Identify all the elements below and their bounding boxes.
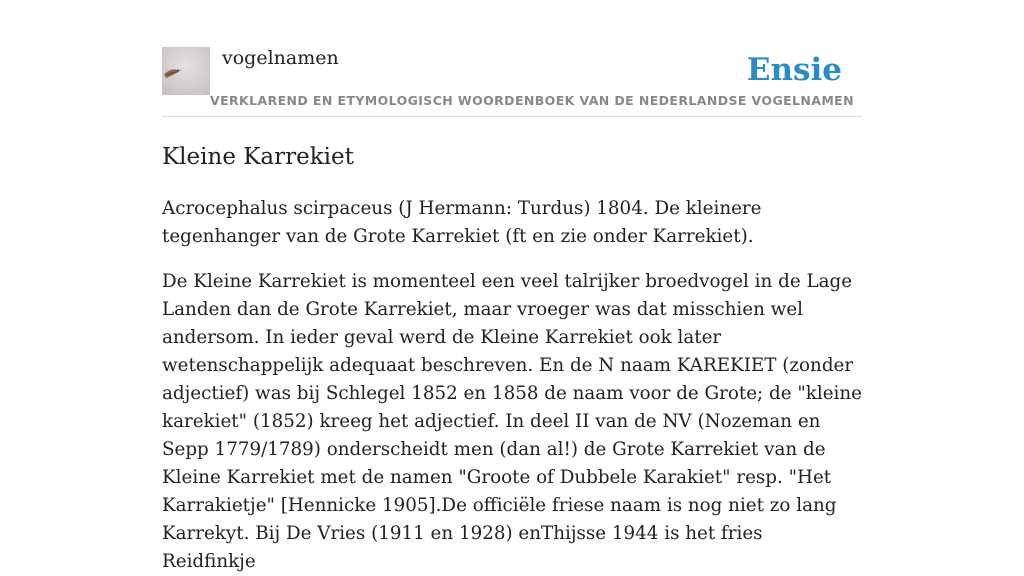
ensie-logo[interactable]: Ensie — [746, 52, 842, 88]
entry-paragraph: De Kleine Karrekiet is momenteel een veel talrijker broedvogel in de Lage Landen dan de Grote Karrekiet, maar vroeger was dat misschien wel andersom. In ieder geval werd de Kleine Karrekiet ook later wetenschappelijk adequaat beschreven. En de N naam KAREKIET (zonder adjectief) was bij Schlegel 1852 en 1858 de naam voor de Grote; de "kleine karekiet" (1852) kreeg het adjectief. In deel II van de NV (Nozeman en Sepp 1779/1789) onderscheidt men (dan al!) de Grote Karrekiet van de Kleine Karrekiet met de namen "Groote of Dubbele Karakiet" resp. "Het Karrakietje" [Hennicke 1905].De officiële friese naam is nog niet zo lang Karrekyt. Bij De Vries (1911 en 1928) enThijsse 1944 is het fries Reidfinkje — [162, 271, 862, 572]
dictionary-subtitle: VERKLAREND EN ETYMOLOGISCH WOORDENBOEK VAN DE NEDERLANDSE VOGELNAMEN — [210, 93, 854, 108]
dictionary-header — [162, 0, 862, 117]
dictionary-avatar[interactable] — [162, 47, 210, 95]
page — [162, 0, 862, 576]
entry-paragraph: Acrocephalus scirpaceus (J Hermann: Turdus) 1804. De kleinere tegenhanger van de Grote Karrekiet (ft en zie onder Karrekiet). — [162, 198, 762, 247]
bird-photo-icon — [162, 47, 210, 95]
dictionary-name[interactable]: vogelnamen — [222, 47, 339, 69]
entry-title: Kleine Karrekiet — [162, 144, 354, 170]
